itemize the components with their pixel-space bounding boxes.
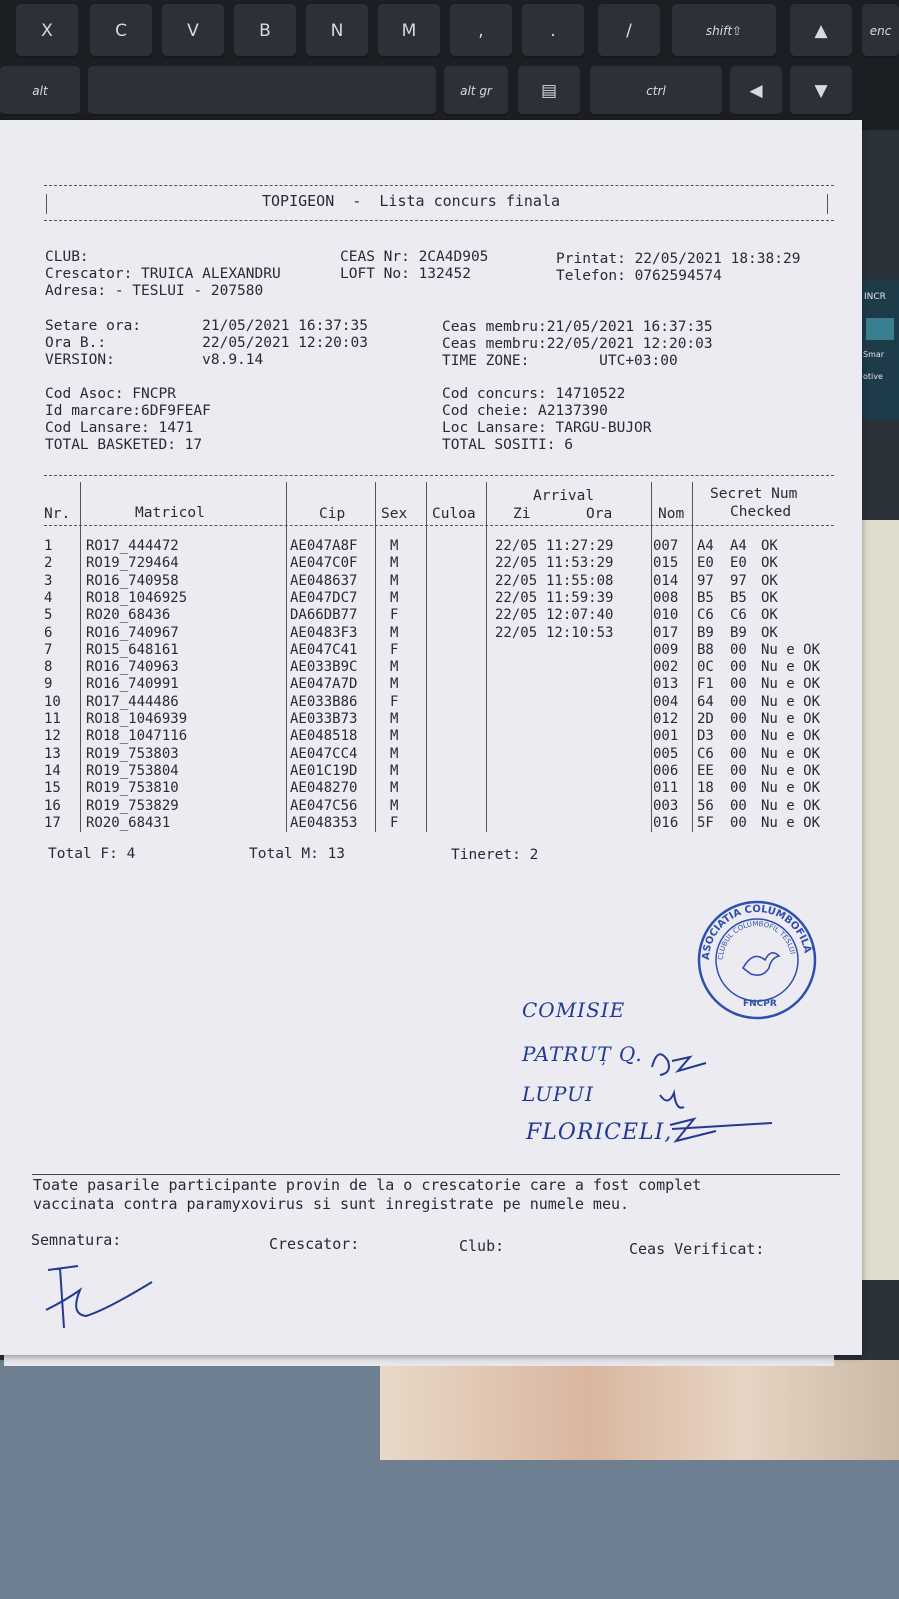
cell-cip: AE048270 — [290, 780, 358, 797]
cell-nom: 011 — [653, 780, 679, 797]
cell-s1: 5F — [697, 814, 714, 831]
cell-chk: OK — [761, 624, 778, 641]
stamp-bottom-text: FNCPR — [743, 999, 777, 1009]
cell-s2: 00 — [730, 641, 747, 658]
table-rule-header — [44, 525, 834, 526]
keyboard-key: alt — [0, 66, 80, 116]
club-signature-label: Club: — [459, 1237, 505, 1255]
keyboard-space-key — [88, 66, 436, 116]
cell-nom: 013 — [653, 676, 679, 693]
cell-matricol: RO16_740991 — [86, 676, 179, 693]
cell-sex: F — [390, 607, 399, 624]
keyboard-key: ▲ — [790, 4, 852, 58]
cell-nr: 12 — [44, 728, 61, 745]
cell-nom: 010 — [653, 607, 679, 624]
keyboard-key: B — [234, 4, 296, 58]
cell-cip: AE047C0F — [290, 555, 358, 572]
cell-cip: AE01C19D — [290, 762, 358, 779]
cell-matricol: RO18_1046925 — [86, 589, 188, 606]
cell-s1: F1 — [697, 676, 714, 693]
cell-s1: 64 — [697, 693, 714, 710]
keyboard-key: . — [522, 4, 584, 58]
table-row — [0, 625, 862, 642]
ceas-nr-text: CEAS Nr: 2CA4D905 — [340, 249, 489, 265]
header-rule-top — [44, 185, 834, 186]
cell-s2: 00 — [730, 711, 747, 727]
cell-s1: 56 — [697, 797, 714, 814]
laptop-keyboard — [0, 0, 899, 130]
cell-nom: 014 — [653, 572, 679, 589]
commission-member-1: PATRUȚ Q. — [522, 1042, 643, 1066]
cell-cip: AE047C56 — [290, 797, 358, 814]
svg-text:CLUBUL COLUMBOFIL TESLUI — [717, 920, 797, 960]
cell-nom: 004 — [653, 693, 679, 710]
cell-cip: AE047CC4 — [290, 745, 358, 762]
cell-chk: Nu e OK — [761, 676, 821, 693]
cell-nr: 2 — [44, 555, 53, 572]
cell-zi: 22/05 — [495, 572, 538, 589]
cell-nr: 1 — [44, 538, 53, 554]
cell-zi: 22/05 — [495, 538, 538, 554]
cell-s1: B5 — [697, 589, 714, 606]
cell-nr: 10 — [44, 693, 61, 710]
cell-s2: B5 — [730, 589, 747, 606]
table-row — [0, 538, 862, 555]
cell-chk: OK — [761, 607, 778, 624]
cell-chk: Nu e OK — [761, 728, 821, 745]
cell-nom: 015 — [653, 555, 679, 572]
cell-chk: Nu e OK — [761, 659, 821, 676]
total-f-text: Total F: 4 — [48, 846, 136, 862]
col-secret-num: Secret Num — [710, 486, 798, 502]
cell-cip: AE047A8F — [290, 538, 358, 554]
cell-sex: F — [390, 814, 399, 831]
cell-ora: 11:59:39 — [546, 589, 614, 606]
cod-cheie-text: Cod cheie: A2137390 — [442, 403, 608, 419]
loft-no-text: LOFT No: 132452 — [340, 266, 471, 282]
laptop-screen-edge — [860, 280, 899, 420]
cell-chk: Nu e OK — [761, 780, 821, 797]
crescator-label: Crescator: — [269, 1235, 360, 1253]
cell-nom: 009 — [653, 641, 679, 658]
table-row — [0, 659, 862, 676]
cell-s2: A4 — [730, 538, 747, 554]
table-row — [0, 607, 862, 624]
cell-nr: 13 — [44, 745, 61, 762]
cell-nr: 7 — [44, 641, 53, 658]
col-nom: Nom — [658, 506, 685, 522]
loc-lansare-text: Loc Lansare: TARGU-BUJOR — [442, 420, 652, 436]
cell-s2: 00 — [730, 797, 747, 814]
page-title: TOPIGEON - Lista concurs finala — [262, 192, 561, 210]
cell-sex: M — [390, 711, 399, 727]
cell-sex: M — [390, 745, 399, 762]
cell-ora: 11:53:29 — [546, 555, 614, 572]
commission-member-2: LUPUI — [522, 1082, 594, 1106]
header-rule-bottom — [44, 220, 834, 221]
cell-s1: 2D — [697, 711, 714, 727]
cell-nr: 16 — [44, 797, 61, 814]
keyboard-key: ▤ — [518, 66, 580, 116]
cell-nom: 001 — [653, 728, 679, 745]
adresa-text: Adresa: - TESLUI - 207580 — [45, 283, 264, 299]
total-sositi-text: TOTAL SOSITI: 6 — [442, 437, 573, 453]
total-m-text: Total M: 13 — [249, 846, 346, 862]
cell-nr: 8 — [44, 659, 53, 676]
cell-matricol: RO19_753803 — [86, 745, 179, 762]
ceas-membru-1-text: Ceas membru:21/05/2021 16:37:35 — [442, 319, 713, 335]
col-matricol: Matricol — [135, 505, 205, 521]
cell-s2: 00 — [730, 762, 747, 779]
cell-zi: 22/05 — [495, 607, 538, 624]
cell-s2: 00 — [730, 659, 747, 676]
cell-sex: M — [390, 555, 399, 572]
col-ora: Ora — [586, 506, 613, 522]
table-row — [0, 694, 862, 711]
cell-ora: 12:10:53 — [546, 624, 614, 641]
cell-ora: 11:55:08 — [546, 572, 614, 589]
cell-nom: 012 — [653, 711, 679, 727]
stamp-inner-text: CLUBUL COLUMBOFIL TESLUI — [716, 919, 797, 961]
cell-chk: Nu e OK — [761, 814, 821, 831]
cell-s1: A4 — [697, 538, 714, 554]
cell-chk: OK — [761, 572, 778, 589]
cell-nom: 005 — [653, 745, 679, 762]
cell-nr: 11 — [44, 711, 61, 727]
cell-s1: 97 — [697, 572, 714, 589]
commission-signatures — [640, 1035, 780, 1155]
cell-s2: C6 — [730, 607, 747, 624]
cell-s2: 97 — [730, 572, 747, 589]
cell-nom: 016 — [653, 814, 679, 831]
cell-sex: F — [390, 693, 399, 710]
cell-s2: 00 — [730, 814, 747, 831]
cell-sex: M — [390, 728, 399, 745]
keyboard-key: ▼ — [790, 66, 852, 116]
table-row — [0, 746, 862, 763]
ceas-verificat-label: Ceas Verificat: — [629, 1240, 765, 1258]
cell-nom: 007 — [653, 538, 679, 554]
cell-cip: AE033B86 — [290, 693, 358, 710]
cell-zi: 22/05 — [495, 624, 538, 641]
cell-chk: Nu e OK — [761, 745, 821, 762]
col-sex: Sex — [381, 506, 408, 522]
col-nr: Nr. — [44, 506, 71, 522]
keyboard-key: / — [598, 4, 660, 58]
club-label: CLUB: — [45, 249, 89, 265]
ceas-membru-2-text: Ceas membru:22/05/2021 12:20:03 — [442, 336, 713, 352]
table-rule-top — [44, 475, 834, 476]
cell-matricol: RO18_1047116 — [86, 728, 188, 745]
cell-matricol: RO19_753829 — [86, 797, 179, 814]
cell-matricol: RO17_444472 — [86, 538, 179, 554]
table-row — [0, 798, 862, 815]
keyboard-key: enc — [862, 4, 899, 58]
cell-chk: OK — [761, 555, 778, 572]
cell-nr: 3 — [44, 572, 53, 589]
table-row — [0, 728, 862, 745]
cell-s1: C6 — [697, 607, 714, 624]
cell-cip: AE0483F3 — [290, 624, 358, 641]
cell-nom: 002 — [653, 659, 679, 676]
cell-sex: M — [390, 797, 399, 814]
cell-sex: M — [390, 676, 399, 693]
total-basketed-text: TOTAL BASKETED: 17 — [45, 437, 203, 453]
cell-s2: 00 — [730, 676, 747, 693]
cell-nom: 017 — [653, 624, 679, 641]
col-checked: Checked — [730, 504, 792, 520]
table-row — [0, 815, 862, 832]
laptop-screen-icon — [866, 318, 894, 340]
cell-matricol: RO16_740958 — [86, 572, 179, 589]
cell-nr: 14 — [44, 762, 61, 779]
cell-nom: 003 — [653, 797, 679, 814]
table-row — [0, 711, 862, 728]
col-zi: Zi — [513, 506, 531, 522]
cell-matricol: RO19_753810 — [86, 780, 179, 797]
cell-cip: AE048637 — [290, 572, 358, 589]
cell-sex: M — [390, 572, 399, 589]
cell-matricol: RO16_740963 — [86, 659, 179, 676]
cell-cip: AE048518 — [290, 728, 358, 745]
stamp-outer-text: ASOCIATIA COLUMBOFILĂ — [700, 903, 813, 961]
keyboard-key: V — [162, 4, 224, 58]
cell-cip: DA66DB77 — [290, 607, 358, 624]
cell-chk: Nu e OK — [761, 797, 821, 814]
owner-signature — [40, 1260, 160, 1340]
cell-matricol: RO20_68431 — [86, 814, 171, 831]
table-row — [0, 573, 862, 590]
declaration-line-1: Toate pasarile participante provin de la o crescatorie care a fost complet — [33, 1176, 702, 1194]
keyboard-key: X — [16, 4, 78, 58]
cell-zi: 22/05 — [495, 555, 538, 572]
keyboard-key: alt gr — [444, 66, 508, 116]
cell-nr: 6 — [44, 624, 53, 641]
cell-cip: AE047C41 — [290, 641, 358, 658]
cell-s1: 18 — [697, 780, 714, 797]
keyboard-key: shift⇧ — [672, 4, 776, 58]
cell-nr: 9 — [44, 676, 53, 693]
background-flowers — [380, 1360, 899, 1460]
club-stamp — [695, 898, 819, 1022]
cell-matricol: RO20_68436 — [86, 607, 171, 624]
table-row — [0, 676, 862, 693]
cell-chk: Nu e OK — [761, 762, 821, 779]
telefon-text: Telefon: 0762594574 — [556, 268, 722, 284]
cell-chk: Nu e OK — [761, 693, 821, 710]
cell-nr: 4 — [44, 589, 53, 606]
printat-text: Printat: 22/05/2021 18:38:29 — [556, 251, 801, 267]
cell-matricol: RO15_648161 — [86, 641, 179, 658]
crescator-text: Crescator: TRUICA ALEXANDRU — [45, 266, 281, 282]
cell-sex: M — [390, 624, 399, 641]
cell-cip: AE047DC7 — [290, 589, 358, 606]
commission-title: COMISIE — [522, 998, 626, 1022]
cell-s2: B9 — [730, 624, 747, 641]
cell-cip: AE047A7D — [290, 676, 358, 693]
keyboard-key: C — [90, 4, 152, 58]
cell-s1: 0C — [697, 659, 714, 676]
col-culoa: Culoa — [432, 506, 476, 522]
col-arrival: Arrival — [533, 488, 595, 504]
cell-nom: 006 — [653, 762, 679, 779]
declaration-rule — [32, 1174, 840, 1175]
laptop-screen-text: INCR — [864, 292, 886, 302]
document-page — [0, 120, 862, 1355]
cell-s1: B9 — [697, 624, 714, 641]
cell-s1: C6 — [697, 745, 714, 762]
keyboard-key: M — [378, 4, 440, 58]
cell-ora: 12:07:40 — [546, 607, 614, 624]
time-zone-text: TIME ZONE: UTC+03:00 — [442, 353, 678, 369]
cell-chk: OK — [761, 538, 778, 554]
keyboard-key: N — [306, 4, 368, 58]
cell-sex: M — [390, 659, 399, 676]
table-row — [0, 780, 862, 797]
cell-nr: 5 — [44, 607, 53, 624]
declaration-line-2: vaccinata contra paramyxovirus si sunt inregistrate pe numele meu. — [33, 1195, 630, 1213]
cell-chk: Nu e OK — [761, 711, 821, 727]
cell-ora: 11:27:29 — [546, 538, 614, 554]
cell-s2: 00 — [730, 780, 747, 797]
cell-cip: AE033B73 — [290, 711, 358, 727]
cod-asoc-text: Cod Asoc: FNCPR — [45, 386, 176, 402]
table-row — [0, 555, 862, 572]
keyboard-key: ◀ — [730, 66, 782, 116]
cell-s1: D3 — [697, 728, 714, 745]
cell-s2: 00 — [730, 745, 747, 762]
cell-s2: 00 — [730, 728, 747, 745]
cell-cip: AE048353 — [290, 814, 358, 831]
keyboard-key: ctrl — [590, 66, 722, 116]
keyboard-key: , — [450, 4, 512, 58]
laptop-screen-text: Smar — [863, 350, 885, 359]
cell-nom: 008 — [653, 589, 679, 606]
cell-chk: OK — [761, 589, 778, 606]
setare-ora-text: Setare ora: 21/05/2021 16:37:35 — [45, 318, 369, 334]
cell-chk: Nu e OK — [761, 641, 821, 658]
cell-sex: F — [390, 641, 399, 658]
cell-s1: EE — [697, 762, 714, 779]
cell-sex: M — [390, 538, 399, 554]
cell-matricol: RO17_444486 — [86, 693, 179, 710]
cell-nr: 15 — [44, 780, 61, 797]
cod-lansare-text: Cod Lansare: 1471 — [45, 420, 194, 436]
cell-matricol: RO19_729464 — [86, 555, 179, 572]
header-left-border — [46, 194, 47, 214]
id-marcare-text: Id marcare:6DF9FEAF — [45, 403, 211, 419]
cell-cip: AE033B9C — [290, 659, 358, 676]
cell-matricol: RO16_740967 — [86, 624, 179, 641]
cell-sex: M — [390, 780, 399, 797]
cell-sex: M — [390, 589, 399, 606]
cell-s1: B8 — [697, 641, 714, 658]
cell-s2: 00 — [730, 693, 747, 710]
cell-matricol: RO19_753804 — [86, 762, 179, 779]
table-row — [0, 642, 862, 659]
cell-matricol: RO18_1046939 — [86, 711, 188, 727]
cell-sex: M — [390, 762, 399, 779]
cell-nr: 17 — [44, 814, 61, 831]
cell-s1: E0 — [697, 555, 714, 572]
header-right-border — [827, 194, 828, 214]
table-body — [0, 538, 862, 838]
semnatura-label: Semnatura: — [31, 1231, 122, 1249]
laptop-screen-text: otive — [863, 372, 883, 381]
table-row — [0, 590, 862, 607]
table-row — [0, 763, 862, 780]
tineret-text: Tineret: 2 — [451, 847, 539, 863]
commission-member-3: FLORICELI, — [526, 1120, 673, 1145]
cod-concurs-text: Cod concurs: 14710522 — [442, 386, 626, 402]
version-text: VERSION: v8.9.14 — [45, 352, 264, 368]
col-cip: Cip — [319, 506, 346, 522]
ora-b-text: Ora B.: 22/05/2021 12:20:03 — [45, 335, 369, 351]
cell-zi: 22/05 — [495, 589, 538, 606]
cell-s2: E0 — [730, 555, 747, 572]
